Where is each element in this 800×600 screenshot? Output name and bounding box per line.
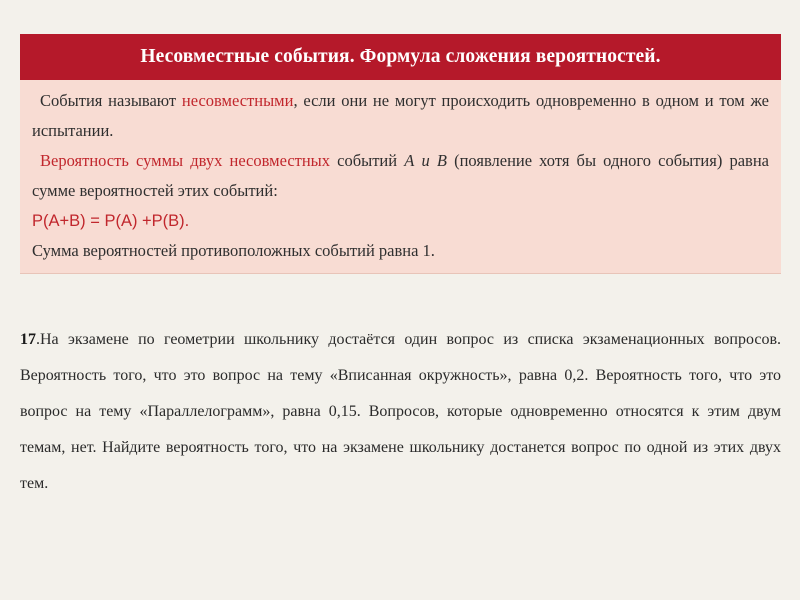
sum-rule-text-b: (появление хотя бы одного события) равна сумме вероятностей этих событий: bbox=[32, 151, 769, 200]
rule-title: Несовместные события. Формула сложения вероятностей. bbox=[20, 34, 781, 80]
definition-paragraph bbox=[32, 86, 769, 146]
definition-term: несовместными bbox=[181, 91, 294, 110]
complement-paragraph: Сумма вероятностей противоположных событий равна 1. bbox=[32, 241, 435, 260]
event-a: А bbox=[404, 151, 415, 170]
event-b: В bbox=[436, 151, 447, 170]
rule-box bbox=[20, 34, 781, 274]
task-number: 17 bbox=[20, 331, 36, 348]
sum-rule-text-a: событий bbox=[330, 151, 405, 170]
task-text: .На экзамене по геометрии школьнику достаётся один вопрос из списка экзаменационных вопросов. Вероятность того, что это вопрос на тему «Вписанная окружность», равна 0,2. Вероятность того, что это вопрос на тему «Параллелограмм», равна 0,15. Вопросов, которые одновременно относятся к этим двум темам, нет. Найдите вероятность того, что на экзамене школьнику достанется вопрос по одной из этих двух тем. bbox=[20, 331, 781, 492]
definition-text-end: , если они не могут происходить одновременно в одном и том же испытании. bbox=[32, 91, 769, 140]
sum-rule-term: Вероятность суммы двух несовместных bbox=[40, 151, 331, 170]
definition-text-start: События называют bbox=[40, 91, 182, 110]
rule-body bbox=[20, 80, 781, 266]
conjunction-and: и bbox=[414, 151, 437, 170]
formula: Р(А+В) = Р(А) +Р(В). bbox=[32, 212, 190, 230]
sum-rule-paragraph bbox=[32, 146, 769, 206]
task-problem bbox=[20, 322, 781, 502]
